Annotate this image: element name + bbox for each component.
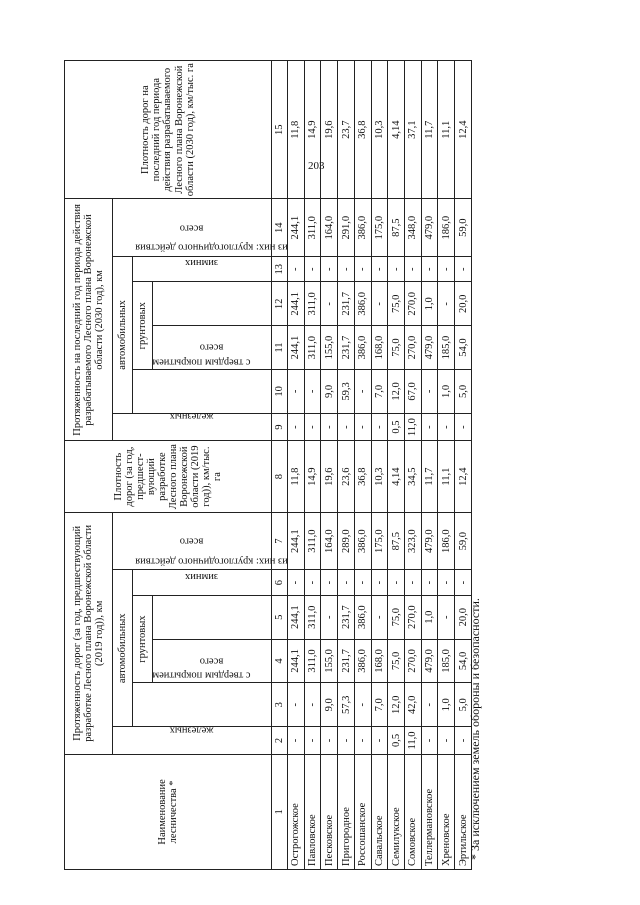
- value-cell: 11,8: [288, 441, 305, 512]
- header-density-2030: Плотность дорог на последний год периода действия разрабатываемого Лесного плана Воронежской области (2030 год), км/тыс. га: [65, 61, 272, 199]
- value-cell: 0,5: [388, 413, 405, 441]
- value-cell: 185,0: [438, 639, 455, 683]
- value-cell: -: [321, 595, 338, 639]
- value-cell: 12,4: [455, 61, 472, 199]
- value-cell: 311,0: [304, 326, 321, 370]
- column-number: 8: [272, 441, 288, 512]
- value-cell: 20,0: [455, 282, 472, 326]
- value-cell: 479,0: [421, 199, 438, 257]
- value-cell: -: [354, 369, 371, 413]
- value-cell: 75,0: [388, 326, 405, 370]
- value-cell: 348,0: [405, 199, 422, 257]
- header-winter-2030: зимних: [133, 257, 272, 282]
- page-number: 203: [308, 160, 325, 172]
- value-cell: 244,1: [288, 512, 305, 570]
- header-ground-2030: грунтовых: [133, 282, 153, 370]
- value-cell: -: [354, 257, 371, 282]
- column-number: 4: [272, 639, 288, 683]
- value-cell: 164,0: [321, 512, 338, 570]
- header-ground-total-2030: всего: [153, 326, 272, 370]
- value-cell: 75,0: [388, 639, 405, 683]
- table-row: [321, 61, 338, 870]
- value-cell: 11,7: [421, 441, 438, 512]
- value-cell: 5,0: [455, 683, 472, 727]
- value-cell: 37,1: [405, 61, 422, 199]
- header-rail-2019: железных: [113, 727, 272, 755]
- value-cell: 479,0: [421, 326, 438, 370]
- value-cell: 1,0: [421, 282, 438, 326]
- value-cell: 186,0: [438, 199, 455, 257]
- column-number: 2: [272, 727, 288, 755]
- value-cell: 289,0: [338, 512, 355, 570]
- column-number: 13: [272, 257, 288, 282]
- value-cell: -: [304, 257, 321, 282]
- value-cell: -: [304, 369, 321, 413]
- header-ground-2019: грунтовых: [133, 595, 153, 683]
- value-cell: 12,0: [388, 683, 405, 727]
- value-cell: -: [304, 683, 321, 727]
- column-number: 6: [272, 570, 288, 595]
- forestry-name-cell: Эртильское: [455, 754, 472, 869]
- value-cell: -: [288, 413, 305, 441]
- value-cell: 4,14: [388, 441, 405, 512]
- value-cell: -: [438, 595, 455, 639]
- table-row: [338, 61, 355, 870]
- value-cell: 270,0: [405, 282, 422, 326]
- rotated-table-container: [64, 60, 472, 870]
- value-cell: 36,8: [354, 61, 371, 199]
- value-cell: -: [438, 570, 455, 595]
- value-cell: 386,0: [354, 326, 371, 370]
- value-cell: 231,7: [338, 326, 355, 370]
- table-row: [438, 61, 455, 870]
- value-cell: 311,0: [304, 282, 321, 326]
- value-cell: 186,0: [438, 512, 455, 570]
- forestry-name-cell: Песковское: [321, 754, 338, 869]
- value-cell: 386,0: [354, 595, 371, 639]
- value-cell: -: [371, 257, 388, 282]
- value-cell: 11,0: [405, 727, 422, 755]
- table-row: [388, 61, 405, 870]
- value-cell: -: [354, 727, 371, 755]
- value-cell: 19,6: [321, 61, 338, 199]
- value-cell: -: [321, 282, 338, 326]
- value-cell: -: [288, 727, 305, 755]
- value-cell: 1,0: [421, 595, 438, 639]
- value-cell: 231,7: [338, 595, 355, 639]
- forestry-name-cell: Сомовское: [405, 754, 422, 869]
- value-cell: 12,0: [388, 369, 405, 413]
- header-name: Наименование лесничества *: [65, 754, 272, 869]
- value-cell: -: [354, 413, 371, 441]
- value-cell: -: [455, 727, 472, 755]
- forestry-name-cell: Россошанское: [354, 754, 371, 869]
- value-cell: 11,8: [288, 61, 305, 199]
- header-rail-2030: железных: [113, 413, 272, 441]
- value-cell: 10,3: [371, 61, 388, 199]
- value-cell: 14,9: [304, 61, 321, 199]
- value-cell: -: [421, 683, 438, 727]
- column-number: 10: [272, 369, 288, 413]
- column-number: 7: [272, 512, 288, 570]
- header-steep-2030: из них: круглогодичного действия: [153, 282, 272, 326]
- value-cell: 479,0: [421, 639, 438, 683]
- value-cell: 75,0: [388, 595, 405, 639]
- value-cell: 42,0: [405, 683, 422, 727]
- value-cell: 244,1: [288, 595, 305, 639]
- header-steep-2019: из них: круглогодичного действия: [153, 595, 272, 639]
- header-total-2030: всего: [113, 199, 272, 257]
- value-cell: 59,3: [338, 369, 355, 413]
- value-cell: 244,1: [288, 326, 305, 370]
- value-cell: -: [421, 727, 438, 755]
- forestry-name-cell: Пригородное: [338, 754, 355, 869]
- value-cell: -: [338, 257, 355, 282]
- value-cell: 270,0: [405, 639, 422, 683]
- forestry-name-cell: Острогожское: [288, 754, 305, 869]
- footnote: * За исключением земель обороны и безопасности.: [468, 598, 482, 860]
- value-cell: 11,1: [438, 61, 455, 199]
- value-cell: 386,0: [354, 282, 371, 326]
- value-cell: 231,7: [338, 639, 355, 683]
- header-auto-2019: автомобильных: [113, 570, 133, 727]
- value-cell: 479,0: [421, 512, 438, 570]
- value-cell: 164,0: [321, 199, 338, 257]
- value-cell: -: [321, 257, 338, 282]
- forestry-name-cell: Павловское: [304, 754, 321, 869]
- value-cell: -: [455, 570, 472, 595]
- value-cell: 5,0: [455, 369, 472, 413]
- header-winter-2019: зимних: [133, 570, 272, 595]
- roads-table: [64, 60, 472, 870]
- value-cell: 11,7: [421, 61, 438, 199]
- value-cell: 323,0: [405, 512, 422, 570]
- value-cell: 244,1: [288, 282, 305, 326]
- value-cell: 19,6: [321, 441, 338, 512]
- column-number-row: [272, 61, 288, 870]
- value-cell: -: [371, 595, 388, 639]
- value-cell: 75,0: [388, 282, 405, 326]
- value-cell: 36,8: [354, 441, 371, 512]
- value-cell: 11,1: [438, 441, 455, 512]
- value-cell: -: [371, 727, 388, 755]
- value-cell: -: [421, 257, 438, 282]
- value-cell: -: [338, 727, 355, 755]
- value-cell: -: [304, 570, 321, 595]
- value-cell: 244,1: [288, 639, 305, 683]
- value-cell: -: [371, 570, 388, 595]
- value-cell: 14,9: [304, 441, 321, 512]
- value-cell: -: [421, 570, 438, 595]
- value-cell: -: [371, 282, 388, 326]
- header-hard-2030: с твердым покрытием: [133, 369, 272, 413]
- value-cell: 386,0: [354, 639, 371, 683]
- value-cell: 311,0: [304, 512, 321, 570]
- column-number: 1: [272, 754, 288, 869]
- value-cell: 87,5: [388, 512, 405, 570]
- value-cell: 10,3: [371, 441, 388, 512]
- value-cell: -: [371, 413, 388, 441]
- value-cell: 23,6: [338, 441, 355, 512]
- value-cell: 0,5: [388, 727, 405, 755]
- value-cell: 7,0: [371, 683, 388, 727]
- value-cell: -: [438, 727, 455, 755]
- table-row: [304, 61, 321, 870]
- value-cell: 23,7: [338, 61, 355, 199]
- header-total-2019: всего: [113, 512, 272, 570]
- value-cell: -: [304, 727, 321, 755]
- value-cell: -: [288, 570, 305, 595]
- value-cell: 311,0: [304, 639, 321, 683]
- value-cell: 291,0: [338, 199, 355, 257]
- table-row: [354, 61, 371, 870]
- forestry-name-cell: Семилукское: [388, 754, 405, 869]
- header-auto-2030: автомобильных: [113, 257, 133, 414]
- value-cell: -: [288, 683, 305, 727]
- column-number: 14: [272, 199, 288, 257]
- column-number: 15: [272, 61, 288, 199]
- value-cell: 175,0: [371, 199, 388, 257]
- value-cell: 231,7: [338, 282, 355, 326]
- value-cell: 9,0: [321, 369, 338, 413]
- value-cell: -: [455, 257, 472, 282]
- value-cell: -: [338, 413, 355, 441]
- value-cell: 168,0: [371, 326, 388, 370]
- value-cell: 175,0: [371, 512, 388, 570]
- table-row: [421, 61, 438, 870]
- value-cell: 311,0: [304, 199, 321, 257]
- value-cell: 67,0: [405, 369, 422, 413]
- value-cell: 4,14: [388, 61, 405, 199]
- value-cell: -: [354, 570, 371, 595]
- column-number: 9: [272, 413, 288, 441]
- header-group-2019: Протяженность дорог (за год, предшествующий разработке Лесного плана Воронежской области (2019 год)), км: [65, 512, 113, 754]
- value-cell: 1,0: [438, 369, 455, 413]
- table-row: [371, 61, 388, 870]
- value-cell: -: [438, 413, 455, 441]
- value-cell: -: [288, 369, 305, 413]
- value-cell: -: [421, 369, 438, 413]
- value-cell: 59,0: [455, 199, 472, 257]
- header-ground-total-2019: всего: [153, 639, 272, 683]
- value-cell: -: [288, 257, 305, 282]
- value-cell: 155,0: [321, 639, 338, 683]
- value-cell: 20,0: [455, 595, 472, 639]
- value-cell: 87,5: [388, 199, 405, 257]
- value-cell: -: [304, 413, 321, 441]
- footnote-container: [468, 600, 482, 860]
- forestry-name-cell: Хреновское: [438, 754, 455, 869]
- value-cell: 12,4: [455, 441, 472, 512]
- value-cell: 11,0: [405, 413, 422, 441]
- value-cell: -: [421, 413, 438, 441]
- forestry-name-cell: Савальское: [371, 754, 388, 869]
- value-cell: 34,5: [405, 441, 422, 512]
- header-density-2019: Плотность дорог (за год, предшест-вующий разработке Лесного плана Воронежской области (2019 год)), км/тыс. га: [65, 441, 272, 512]
- value-cell: 270,0: [405, 595, 422, 639]
- value-cell: 7,0: [371, 369, 388, 413]
- value-cell: 270,0: [405, 326, 422, 370]
- column-number: 3: [272, 683, 288, 727]
- value-cell: -: [405, 570, 422, 595]
- value-cell: 168,0: [371, 639, 388, 683]
- value-cell: 311,0: [304, 595, 321, 639]
- value-cell: -: [354, 683, 371, 727]
- value-cell: -: [388, 257, 405, 282]
- value-cell: -: [438, 282, 455, 326]
- value-cell: 244,1: [288, 199, 305, 257]
- value-cell: 386,0: [354, 512, 371, 570]
- forestry-name-cell: Теллермановское: [421, 754, 438, 869]
- value-cell: 1,0: [438, 683, 455, 727]
- header-group-2030: Протяженность на последний год периода действия разрабатываемого Лесного плана Воронежской области (2030 год), км: [65, 199, 113, 441]
- value-cell: -: [321, 727, 338, 755]
- column-number: 11: [272, 326, 288, 370]
- column-number: 5: [272, 595, 288, 639]
- table-row: [288, 61, 305, 870]
- value-cell: 386,0: [354, 199, 371, 257]
- value-cell: -: [388, 570, 405, 595]
- value-cell: 9,0: [321, 683, 338, 727]
- value-cell: 54,0: [455, 326, 472, 370]
- value-cell: -: [438, 257, 455, 282]
- column-number: 12: [272, 282, 288, 326]
- value-cell: 155,0: [321, 326, 338, 370]
- value-cell: 57,3: [338, 683, 355, 727]
- value-cell: -: [405, 257, 422, 282]
- table-row: [405, 61, 422, 870]
- value-cell: 185,0: [438, 326, 455, 370]
- table-body: [288, 61, 472, 870]
- value-cell: -: [321, 413, 338, 441]
- value-cell: 54,0: [455, 639, 472, 683]
- value-cell: -: [321, 570, 338, 595]
- header-hard-2019: с твердым покрытием: [133, 683, 272, 727]
- value-cell: -: [338, 570, 355, 595]
- value-cell: 59,0: [455, 512, 472, 570]
- value-cell: -: [455, 413, 472, 441]
